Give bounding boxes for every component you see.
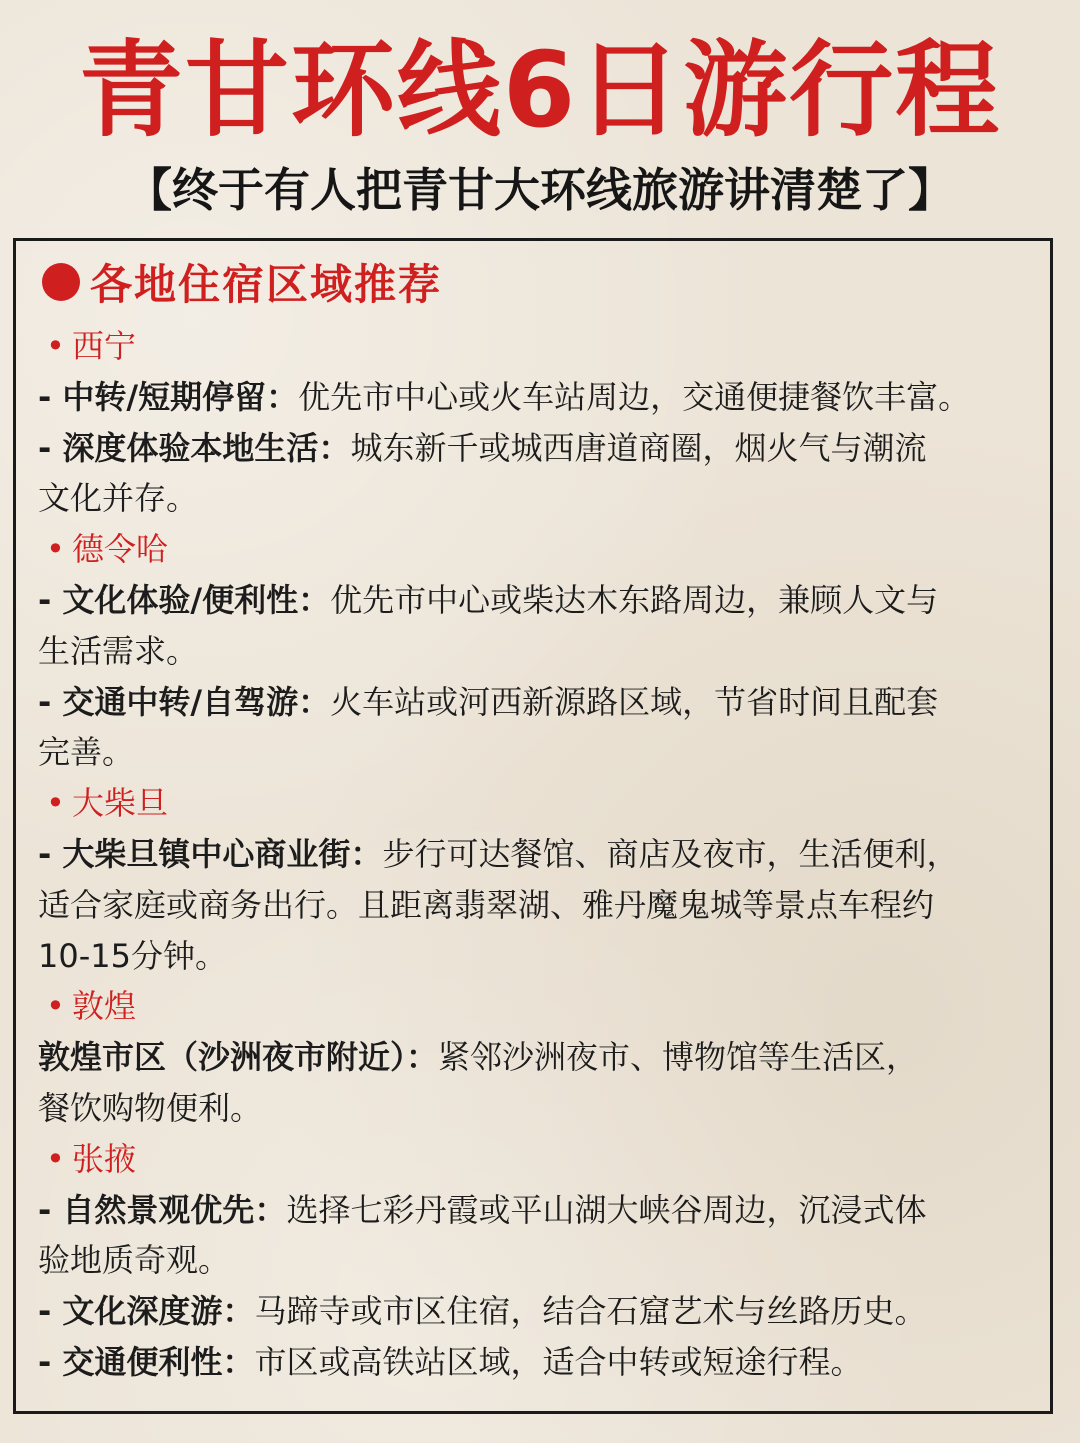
item-text-continued: 验地质奇观。 xyxy=(38,1241,231,1280)
bullet-icon: • xyxy=(46,1139,65,1178)
city-name: 德令哈 xyxy=(72,530,169,569)
item-text: 市区或高铁站区域，适合中转或短途行程。 xyxy=(254,1342,863,1381)
city-name: 大柴旦 xyxy=(72,784,169,823)
list-item xyxy=(38,677,1048,728)
item-label: - 深度体验本地生活： xyxy=(38,428,351,467)
item-text-continued: 完善。 xyxy=(38,733,135,772)
list-item xyxy=(38,423,1048,474)
item-text-continued: 适合家庭或商务出行。且距离翡翠湖、雅丹魔鬼城等景点车程约 xyxy=(38,885,935,924)
section-heading-text: 各地住宿区域推荐 xyxy=(90,260,443,309)
list-item xyxy=(38,1185,1048,1236)
item-text: 火车站或河西新源路区域，节省时间且配套 xyxy=(330,682,939,721)
list-item xyxy=(38,1032,1048,1083)
page-subtitle: 【终于有人把青甘大环线旅游讲清楚了】 xyxy=(126,163,954,217)
list-item xyxy=(38,1337,1048,1388)
city-heading-zhangye xyxy=(38,1134,1048,1185)
item-label: - 自然景观优先： xyxy=(38,1190,287,1229)
item-text: 紧邻沙洲夜市、博物馆等生活区， xyxy=(438,1038,919,1077)
city-heading-delingha xyxy=(38,524,1048,575)
bullet-icon: • xyxy=(46,987,65,1026)
item-text: 马蹄寺或市区住宿，结合石窟艺术与丝路历史。 xyxy=(254,1292,927,1331)
item-text: 优先市中心或火车站周边，交通便捷餐饮丰富。 xyxy=(298,377,971,416)
item-text: 步行可达餐馆、商店及夜市，生活便利， xyxy=(382,834,959,873)
list-item xyxy=(38,829,1048,880)
item-label: - 文化体验/便利性： xyxy=(38,580,331,619)
item-label: - 文化深度游： xyxy=(38,1292,255,1331)
item-text-continued: 10-15分钟。 xyxy=(38,936,227,975)
city-name: 西宁 xyxy=(72,327,137,365)
item-text: 优先市中心或柴达木东路周边，兼顾人文与 xyxy=(330,580,939,619)
item-text-continued: 文化并存。 xyxy=(38,479,199,518)
red-dot-icon xyxy=(42,263,80,301)
item-label: - 交通便利性： xyxy=(38,1342,255,1381)
city-heading-dachaidan xyxy=(38,778,1048,829)
item-label: 敦煌市区（沙洲夜市附近）： xyxy=(38,1038,439,1077)
bullet-icon: • xyxy=(46,530,65,569)
item-label: - 交通中转/自驾游： xyxy=(38,682,331,721)
item-label: - 中转/短期停留： xyxy=(38,377,299,416)
item-text-continued: 生活需求。 xyxy=(38,631,199,670)
city-name: 敦煌 xyxy=(72,987,137,1026)
list-item xyxy=(38,1286,1048,1337)
item-text: 城东新千或城西唐道商圈，烟火气与潮流 xyxy=(350,428,927,467)
section-heading xyxy=(42,257,442,307)
accommodation-list xyxy=(38,321,1048,1388)
list-item xyxy=(38,575,1048,626)
item-label: - 大柴旦镇中心商业街： xyxy=(38,834,383,873)
list-item xyxy=(38,372,1048,423)
content-box xyxy=(13,238,1053,1414)
item-text: 选择七彩丹霞或平山湖大峡谷周边，沉浸式体 xyxy=(286,1190,927,1229)
item-text-continued: 餐饮购物便利。 xyxy=(38,1088,263,1127)
bullet-icon: • xyxy=(46,327,65,365)
page-title: 青甘环线6日游行程 xyxy=(78,29,1002,151)
bullet-icon: • xyxy=(46,784,65,823)
city-name: 张掖 xyxy=(72,1139,137,1178)
city-heading-xining xyxy=(38,321,1048,372)
city-heading-dunhuang xyxy=(38,981,1048,1032)
